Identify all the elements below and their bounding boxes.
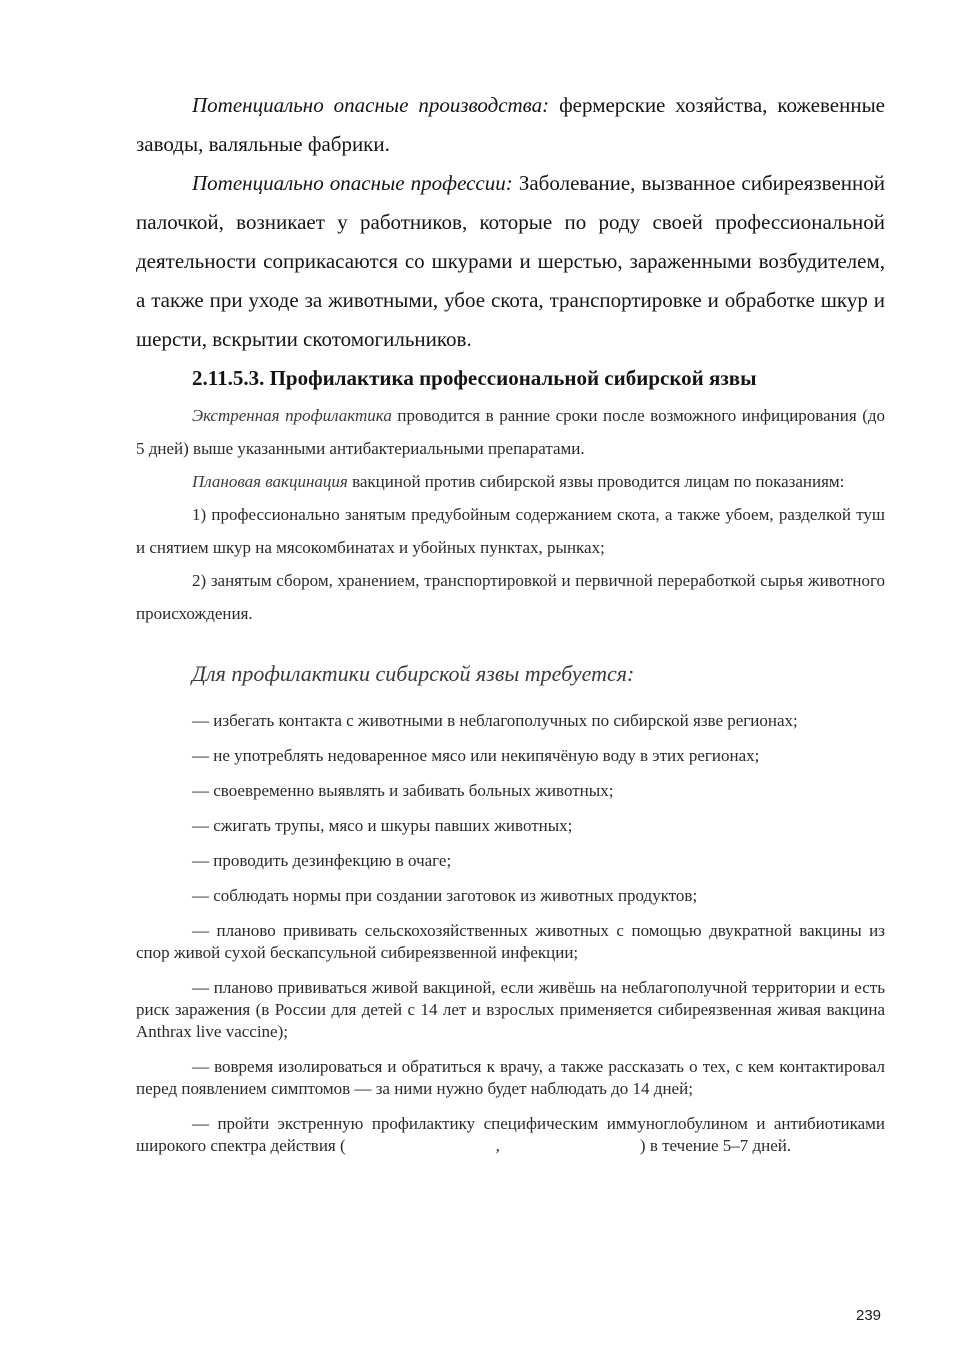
paragraph-label: Потенциально опасные производства: — [192, 93, 550, 117]
paragraph-hazardous-professions — [136, 164, 885, 359]
list-item-indication-2: 2) занятым сбором, хранением, транспортировкой и первичной переработкой сырья животного происхождения. — [136, 571, 885, 623]
bullet-comma: , — [495, 1136, 500, 1155]
bullet-item: — планово прививать сельскохозяйственных животных с помощью двукратной вакцины из спор живой сухой бескапсульной сибиреязвенной инфекции; — [136, 921, 885, 962]
bullet-item: — проводить дезинфекцию в очаге; — [192, 851, 452, 870]
paragraph-planned-vaccination — [136, 465, 885, 498]
bullet-item-last — [136, 1113, 885, 1157]
bullet-text-after: ) в течение 5–7 дней. — [639, 1136, 792, 1155]
paragraph-hazardous-production — [136, 86, 885, 164]
bullet-item: — вовремя изолироваться и обратиться к врачу, а также рассказать о тех, с кем контактировал перед появлением симптомов — за ними нужно будет наблюдать до 14 дней; — [136, 1057, 885, 1098]
paragraph-text: Заболевание, вызванное сибиреязвенной палочкой, возникает у работников, которые по роду своей профессиональной деятельности соприкасаются со шкурами и шерстью, зараженными возбудителем, а также при уходе за животными, убое скота, транспортировке и обработке шкур и шерсти, вскрытии скотомогильников. — [136, 171, 885, 351]
paragraph-text: вакциной против сибирской язвы проводится лицам по показаниям: — [352, 472, 845, 491]
bullet-item: — избегать контакта с животными в неблагополучных по сибирской язве регионах; — [192, 711, 798, 730]
paragraph-text: проводится в ранние сроки после возможного инфицирования (до 5 дней) выше указанными антибактериальными препаратами. — [136, 406, 886, 458]
section-heading: 2.11.5.3. Профилактика профессиональной сибирской язвы — [192, 366, 757, 390]
paragraph-label: Потенциально опасные профессии: — [192, 171, 513, 195]
paragraph-text: фермерские хозяйства, кожевенные заводы, валяльные фабрики. — [136, 93, 886, 156]
paragraph-emergency-prophylaxis — [136, 399, 885, 465]
paragraph-label: Плановая вакцинация — [192, 472, 348, 491]
list-item-indication-1: 1) профессионально занятым предубойным содержанием скота, а также убоем, разделкой туш и снятием шкур на мясокомбинатах и убойных пунктах, рынках; — [136, 505, 885, 557]
document-page — [136, 86, 885, 1170]
bullet-text-before: — пройти экстренную профилактику специфическим иммуноглобулином и антибиотиками широкого спектра действия ( — [136, 1114, 885, 1155]
page-number: 239 — [856, 1307, 882, 1324]
bullet-item: — соблюдать нормы при создании заготовок из животных продуктов; — [192, 886, 698, 905]
paragraph-label: Экстренная профилактика — [192, 406, 392, 425]
bullet-item: — не употреблять недоваренное мясо или некипячёную воду в этих регионах; — [192, 746, 760, 765]
bullet-item: — сжигать трупы, мясо и шкуры павших животных; — [192, 816, 573, 835]
bullet-item: — планово прививаться живой вакциной, если живёшь на неблагополучной территории и есть риск заражения (в России для детей с 14 лет и взрослых применяется сибиреязвенная живая вакцина Anthrax live vaccine); — [136, 978, 885, 1041]
bullet-item: — своевременно выявлять и забивать больных животных; — [192, 781, 614, 800]
prevention-subheading: Для профилактики сибирской язвы требуется: — [192, 661, 635, 686]
